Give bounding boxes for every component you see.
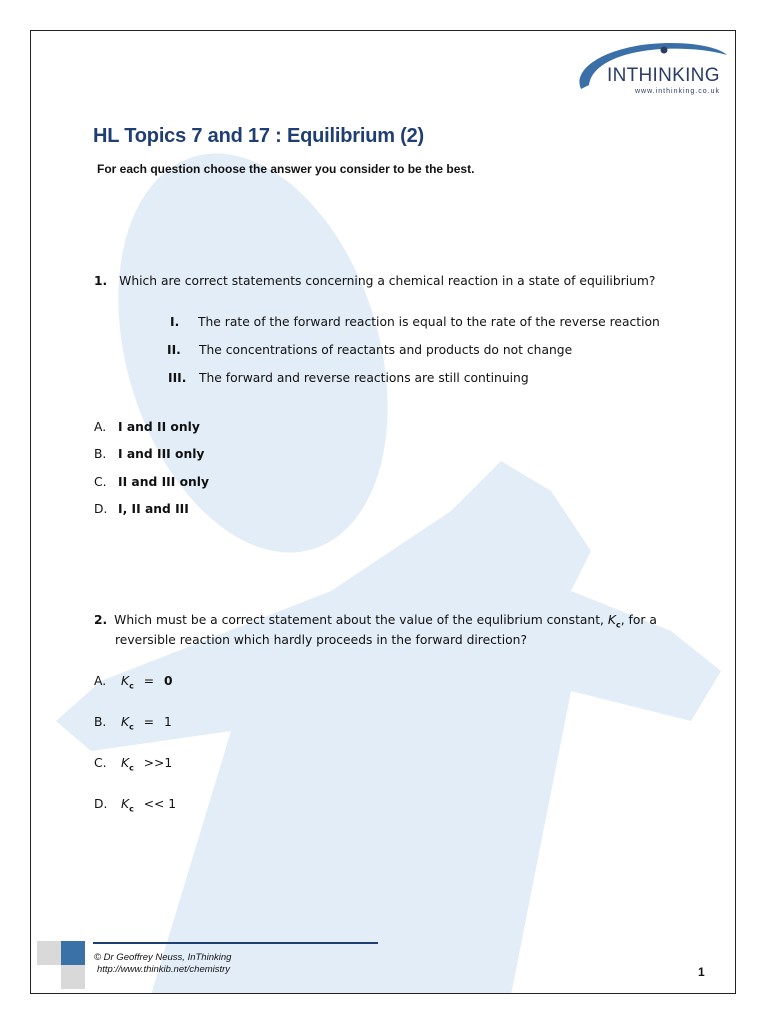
k-symbol: K	[607, 613, 616, 627]
option-letter: C.	[94, 756, 107, 770]
option-text: I, II and III	[118, 502, 189, 516]
option-letter: D.	[94, 502, 108, 516]
k-symbol: K	[121, 797, 130, 811]
footer-square-blue	[61, 941, 85, 965]
k-subscript: c	[129, 722, 134, 732]
option-text: I and III only	[118, 447, 205, 461]
option-value: 0	[163, 674, 173, 688]
option-letter: A.	[94, 674, 107, 688]
statement-text: The concentrations of reactants and products do not change	[199, 343, 573, 357]
option-letter: C.	[94, 475, 107, 489]
k-subscript: c	[615, 620, 621, 630]
question-text-line1: Which must be a correct statement about the value of the equlibrium constant,	[114, 613, 604, 627]
statement-text: The forward and reverse reactions are still continuing	[199, 371, 529, 385]
statement-number: II.	[167, 343, 181, 357]
question-number: 1.	[94, 274, 108, 288]
option-a	[94, 674, 173, 690]
footer-copyright: © Dr Geoffrey Neuss, InThinking	[94, 952, 232, 963]
option-value: 1	[163, 715, 172, 729]
statement-text: The rate of the forward reaction is equal to the rate of the reverse reaction	[198, 315, 660, 329]
kc-symbol	[121, 674, 134, 691]
k-symbol: K	[121, 756, 130, 770]
k-subscript: c	[129, 681, 134, 691]
page-title: HL Topics 7 and 17 : Equilibrium (2)	[93, 125, 424, 147]
k-symbol: K	[121, 715, 130, 729]
option-letter: A.	[94, 420, 107, 434]
statement-number: I.	[170, 315, 180, 329]
kc-symbol	[121, 756, 134, 773]
statement-2	[167, 343, 572, 357]
instructions: For each question choose the answer you consider to be the best.	[97, 162, 475, 176]
footer-square-grey	[37, 941, 61, 965]
logo-text: INTHINKING	[607, 65, 720, 86]
option-text: II and III only	[118, 475, 210, 489]
footer-square-white	[37, 965, 61, 989]
option-letter: D.	[94, 797, 108, 811]
option-c	[94, 756, 172, 772]
question-2	[94, 613, 657, 629]
option-letter: B.	[94, 447, 107, 461]
statement-1	[170, 315, 660, 329]
option-b	[94, 715, 172, 731]
page-number: 1	[698, 965, 705, 979]
option-relation: <<	[143, 797, 165, 811]
option-value: 1	[164, 756, 173, 770]
option-value: 1	[168, 797, 177, 811]
option-relation: =	[143, 715, 155, 729]
question-text-line2: reversible reaction which hardly proceeds in the forward direction?	[115, 633, 527, 647]
statement-number: III.	[168, 371, 187, 385]
document-page	[30, 30, 736, 994]
question-text-line1-end: , for a	[620, 613, 657, 627]
k-subscript: c	[129, 804, 134, 814]
option-c	[94, 475, 209, 489]
footer-divider	[93, 942, 378, 944]
kc-symbol	[607, 613, 621, 630]
option-d	[94, 502, 189, 516]
option-d	[94, 797, 176, 813]
option-relation: >>	[143, 756, 165, 770]
option-text: I and II only	[118, 420, 200, 434]
footer-url: http://www.thinkib.net/chemistry	[97, 964, 231, 975]
option-b	[94, 447, 204, 461]
k-subscript: c	[129, 763, 134, 773]
footer-square-grey	[61, 965, 85, 989]
option-letter: B.	[94, 715, 107, 729]
statement-3	[168, 371, 529, 385]
k-symbol: K	[121, 674, 130, 688]
logo-url: www.inthinking.co.uk	[635, 88, 720, 95]
question-text: Which are correct statements concerning a chemical reaction in a state of equilibrium?	[119, 274, 656, 288]
question-number: 2.	[94, 613, 108, 627]
question-1	[94, 274, 655, 288]
kc-symbol	[121, 715, 134, 732]
option-relation: =	[143, 674, 155, 688]
kc-symbol	[121, 797, 134, 814]
option-a	[94, 420, 200, 434]
